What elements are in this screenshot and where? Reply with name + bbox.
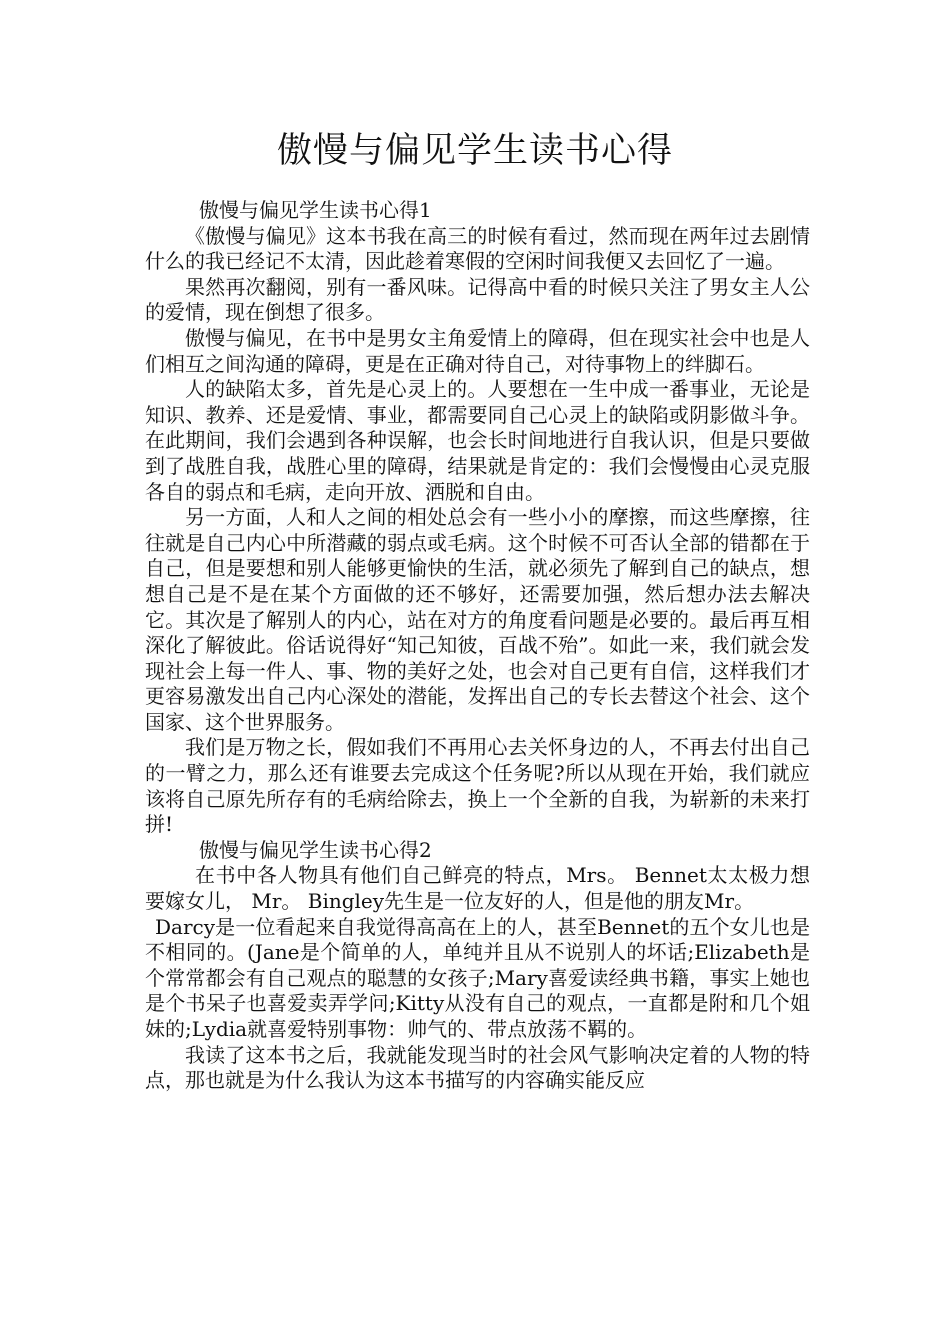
section-heading-2: 傲慢与偏见学生读书心得2 bbox=[199, 837, 432, 862]
paragraph: 《傲慢与偏见》这本书我在高三的时候有看过，然而现在两年过去剧情什么的我已经记不太清，因此趁着寒假的空闲时间我便又去回忆了一遍。 bbox=[145, 223, 810, 274]
paragraph: 另一方面，人和人之间的相处总会有一些小小的摩擦，而这些摩擦，往往就是自己内心中所潜藏的弱点或毛病。这个时候不可否认全部的错都在于自己，但是要想和别人能够更愉快的生活，就必须先了解到自己的缺点，想想自己是不是在某个方面做的还不够好，还需要加强，然后想办法去解决它。其次是了解别人的内心，站在对方的角度看问题是必要的。最后再互相深化了解彼此。俗话说得好“知己知彼，百战不殆”。如此一来，我们就会发现社会上每一件人、事、物的美好之处，也会对自己更有自信，这样我们才更容易激发出自己内心深处的潜能，发挥出自己的专长去替这个社会、这个国家、这个世界服务。 bbox=[145, 505, 810, 734]
paragraph: 果然再次翻阅，别有一番风味。记得高中看的时候只关注了男女主人公的爱情，现在倒想了很多。 bbox=[145, 274, 810, 325]
paragraph: 在书中各人物具有他们自己鲜亮的特点，Mrs。 Bennet太太极力想要嫁女儿， Mr。 Bingley先生是一位友好的人，但是他的朋友Mr。 bbox=[145, 863, 810, 914]
paragraph: 我读了这本书之后，我就能发现当时的社会风气影响决定着的人物的特点，那也就是为什么我认为这本书描写的内容确实能反应 bbox=[145, 1042, 810, 1093]
paragraph: 傲慢与偏见，在书中是男女主角爱情上的障碍，但在现实社会中也是人们相互之间沟通的障碍，更是在正确对待自己，对待事物上的绊脚石。 bbox=[145, 325, 810, 376]
paragraph: Darcy是一位看起来自我觉得高高在上的人，甚至Bennet的五个女儿也是不相同的。(Jane是个简单的人，单纯并且从不说别人的坏话;Elizabeth是个常常都会有自己观点的聪慧的女孩子;Mary喜爱读经典书籍，事实上她也是个书呆子也喜爱卖弄学问;Kitty从没有自己的观点，一直都是附和几个姐妹的;Lydia就喜爱特别事物：帅气的、带点放荡不羁的。 bbox=[145, 914, 810, 1041]
paragraph: 我们是万物之长，假如我们不再用心去关怀身边的人，不再去付出自己的一臂之力，那么还有谁要去完成这个任务呢?所以从现在开始，我们就应该将自己原先所存有的毛病给除去，换上一个全新的自我，为崭新的未来打拼! bbox=[145, 735, 810, 837]
section-heading-1: 傲慢与偏见学生读书心得1 bbox=[199, 198, 432, 222]
paragraph: 人的缺陷太多，首先是心灵上的。人要想在一生中成一番事业，无论是知识、教养、还是爱情、事业，都需要同自己心灵上的缺陷或阴影做斗争。在此期间，我们会遇到各种误解，也会长时间地进行自我认识，但是只要做到了战胜自我，战胜心里的障碍，结果就是肯定的：我们会慢慢由心灵克服各自的弱点和毛病，走向开放、洒脱和自由。 bbox=[145, 377, 810, 504]
document-title: 傲慢与偏见学生读书心得 bbox=[276, 131, 673, 171]
document-body bbox=[145, 198, 810, 1094]
